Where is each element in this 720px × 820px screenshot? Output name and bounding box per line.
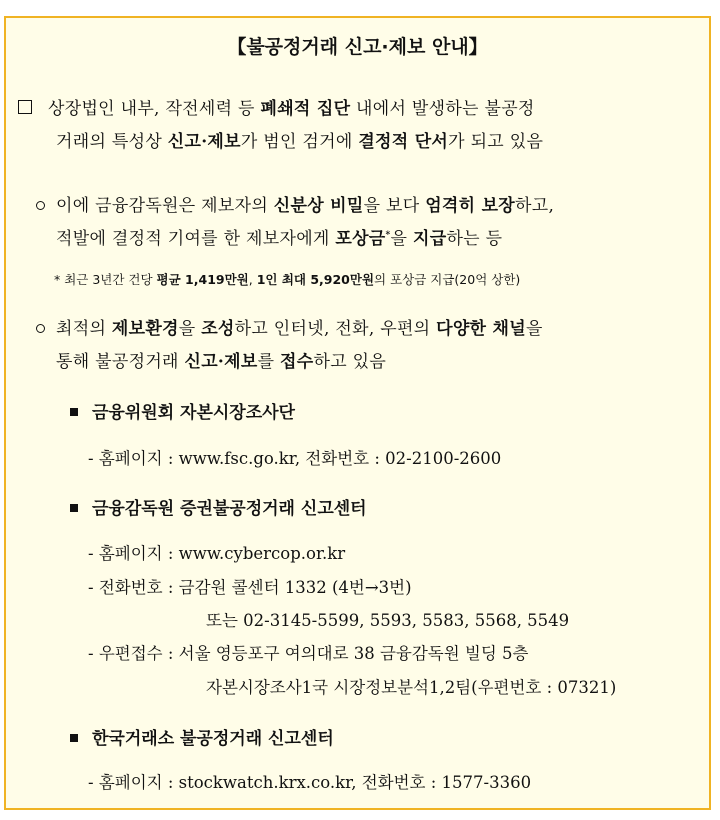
circle-bullet-icon: [36, 324, 45, 333]
channel-fsc-name: 금융위원회 자본시장조사단: [92, 403, 295, 423]
intro-line-1: 상장법인 내부, 작전세력 등 폐쇄적 집단 내에서 발생하는 불공정: [48, 99, 535, 119]
channel-fsc-detail: - 홈페이지 : www.fsc.go.kr, 전화번호 : 02-2100-2600: [88, 449, 502, 468]
channel-fss-phone-extra: 또는 02-3145-5599, 5593, 5583, 5568, 5549: [206, 611, 570, 630]
intro-line-2: 거래의 특성상 신고·제보가 범인 검거에 결정적 단서가 되고 있음: [56, 132, 544, 152]
point2-line-2: 통해 불공정거래 신고·제보를 접수하고 있음: [56, 352, 387, 372]
point1-line-1: 이에 금융감독원은 제보자의 신분상 비밀을 보다 엄격히 보장하고,: [56, 196, 555, 216]
point1-line-2: 적발에 결정적 기여를 한 제보자에게 포상금*을 지급하는 등: [56, 229, 503, 249]
channel-krx-detail: - 홈페이지 : stockwatch.krx.co.kr, 전화번호 : 1577-3360: [88, 773, 532, 792]
circle-bullet-icon: [36, 201, 45, 210]
channel-fss-mail: - 우편접수 : 서울 영등포구 여의대로 38 금융감독원 빌딩 5층: [88, 644, 529, 663]
notice-box: [4, 16, 711, 810]
channel-krx-name: 한국거래소 불공정거래 신고센터: [92, 729, 334, 749]
checkbox-square-icon: [18, 100, 32, 114]
channel-fss-homepage: - 홈페이지 : www.cybercop.or.kr: [88, 544, 346, 563]
point2-line-1: 최적의 제보환경을 조성하고 인터넷, 전화, 우편의 다양한 채널을: [56, 319, 543, 339]
channel-fss-name: 금융감독원 증권불공정거래 신고센터: [92, 499, 367, 519]
square-bullet-icon: [70, 408, 78, 416]
footnote: * 최근 3년간 건당 평균 1,419만원, 1인 최대 5,920만원의 포상금 지급(20억 상한): [54, 272, 521, 287]
channel-fss-mail-extra: 자본시장조사1국 시장정보분석1,2팀(우편번호 : 07321): [206, 678, 617, 697]
square-bullet-icon: [70, 504, 78, 512]
square-bullet-icon: [70, 734, 78, 742]
channel-fss-phone: - 전화번호 : 금감원 콜센터 1332 (4번→3번): [88, 578, 412, 597]
notice-title: 【불공정거래 신고·제보 안내】: [227, 36, 488, 58]
